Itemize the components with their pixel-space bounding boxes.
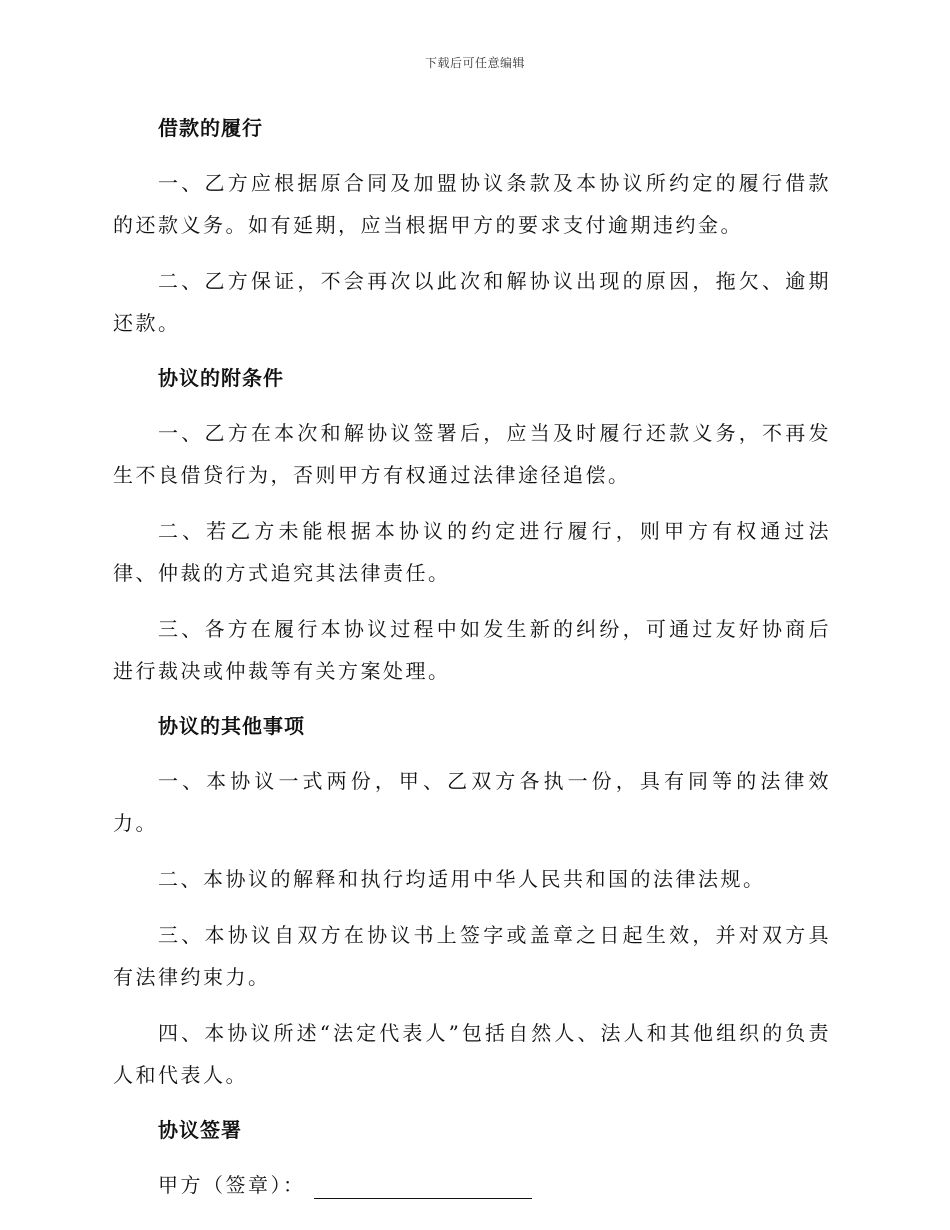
- paragraph: 一、本协议一式两份，甲、乙双方各执一份，具有同等的法律效力。: [113, 769, 831, 835]
- document-body: [113, 108, 831, 1206]
- signature-blank: [314, 1172, 532, 1199]
- section-heading-loan-performance: 借款的履行: [158, 116, 263, 140]
- signature-label: 甲方（签章）：: [158, 1173, 306, 1197]
- paragraph: 一、乙方在本次和解协议签署后，应当及时履行还款义务，不再发生不良借贷行为，否则甲方有权通过法律途径追偿。: [113, 421, 831, 487]
- section-heading-conditions: 协议的附条件: [158, 366, 284, 390]
- paragraph: 三、各方在履行本协议过程中如发生新的纠纷，可通过友好协商后进行裁决或仲裁等有关方案处理。: [113, 617, 831, 683]
- paragraph: 二、乙方保证，不会再次以此次和解协议出现的原因，拖欠、逾期还款。: [113, 269, 831, 335]
- section-heading-signing: 协议签署: [158, 1118, 242, 1142]
- paragraph: 二、本协议的解释和执行均适用中华人民共和国的法律法规。: [158, 867, 766, 891]
- paragraph: 二、若乙方未能根据本协议的约定进行履行，则甲方有权通过法律、仲裁的方式追究其法律责任。: [113, 519, 831, 585]
- section-heading-other-matters: 协议的其他事项: [158, 714, 305, 738]
- paragraph: 四、本协议所述“法定代表人”包括自然人、法人和其他组织的负责人和代表人。: [113, 1021, 831, 1087]
- signature-line-party-a: [158, 1164, 831, 1206]
- paragraph: 三、本协议自双方在协议书上签字或盖章之日起生效，并对双方具有法律约束力。: [113, 923, 831, 989]
- paragraph: 一、乙方应根据原合同及加盟协议条款及本协议所约定的履行借款的还款义务。如有延期，应当根据甲方的要求支付逾期违约金。: [113, 171, 831, 237]
- header-note: 下载后可任意编辑: [424, 56, 525, 70]
